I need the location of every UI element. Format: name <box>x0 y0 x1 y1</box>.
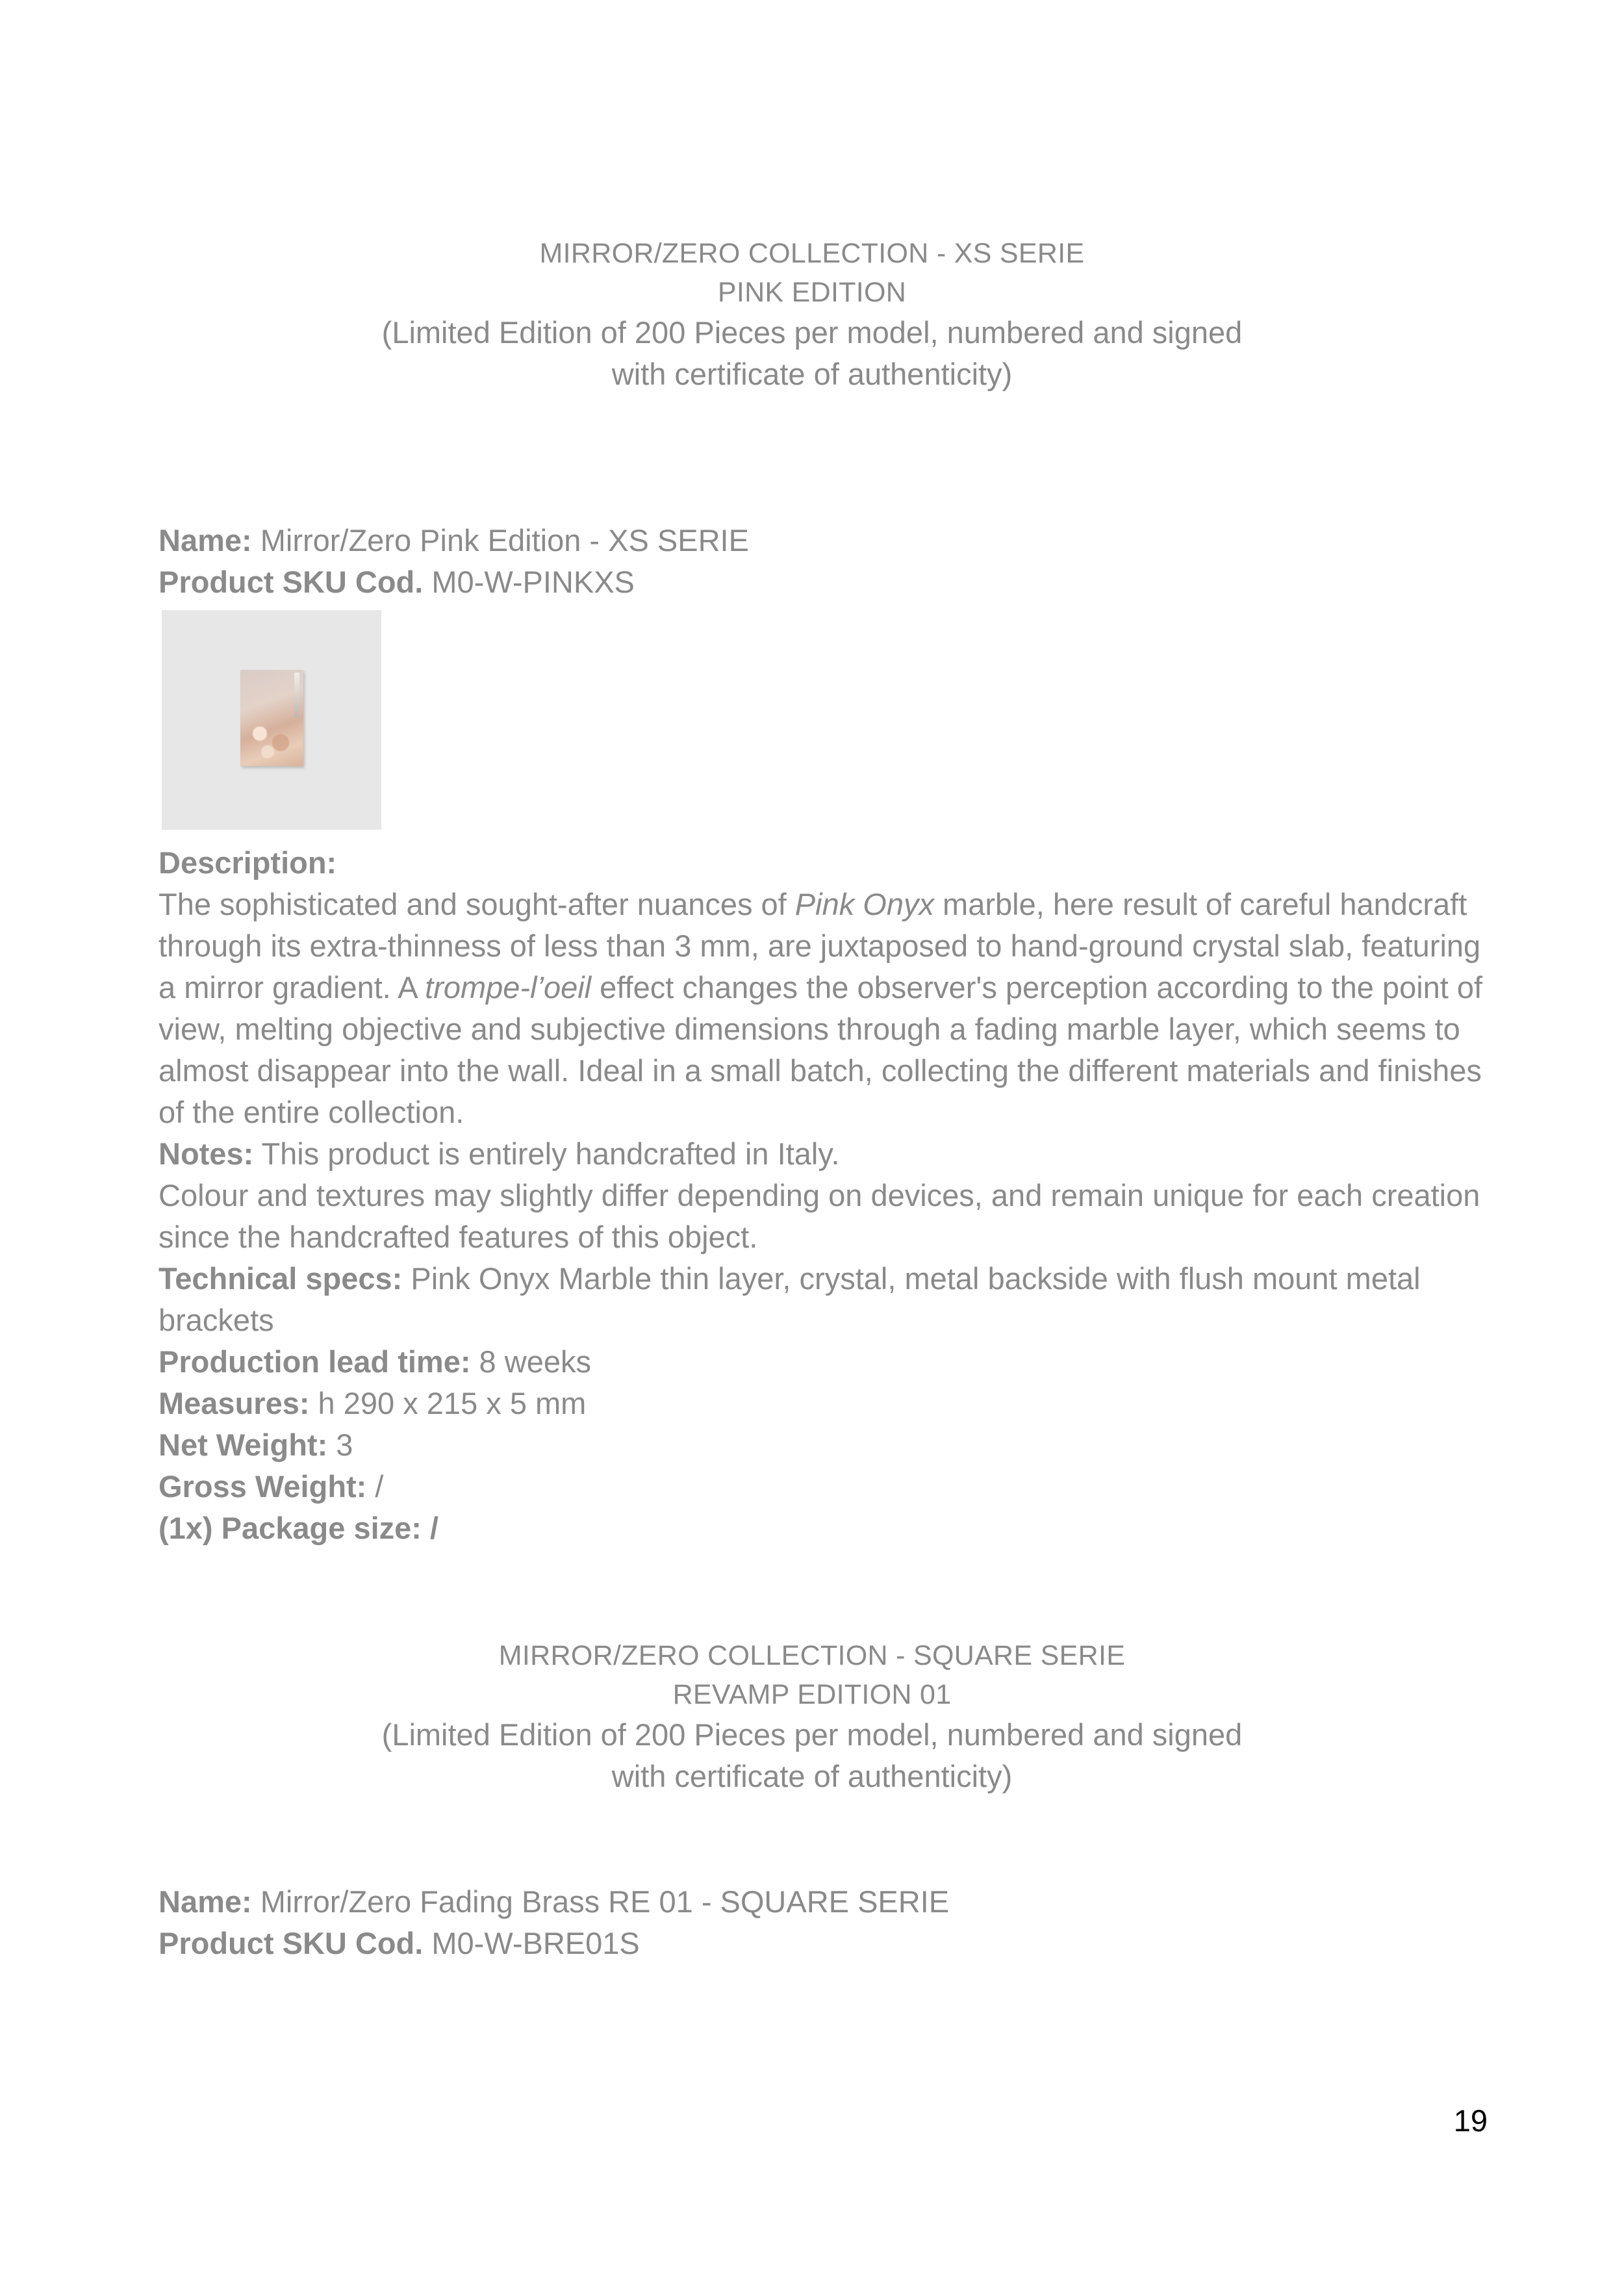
section1-name-label: Name: <box>159 523 252 558</box>
description-label-line <box>159 842 1484 884</box>
section2-sku-label: Product SKU Cod. <box>159 1926 424 1960</box>
notes-line <box>159 1133 1484 1175</box>
measures-value: h 290 x 215 x 5 mm <box>309 1386 587 1420</box>
section2-edition-title: REVAMP EDITION 01 <box>672 1679 952 1710</box>
product-image <box>162 610 381 830</box>
description-italic-trompe-loeil: trompe-l’oeil <box>425 970 592 1005</box>
description-part2: marble, here result of careful handcraft through its extra-thinness of less than 3 mm, are juxtaposed to hand-ground crystal slab, featuring a mirror gradient. A <box>159 887 1481 1005</box>
section2-header <box>162 1636 1462 1797</box>
net-weight-line <box>159 1424 1484 1466</box>
page-number: 19 <box>1453 2103 1488 2138</box>
description-part1: The sophisticated and sought-after nuances of <box>159 887 795 921</box>
specs-value: Pink Onyx Marble thin layer, crystal, metal backside with flush mount metal brackets <box>159 1261 1421 1337</box>
section1-header <box>162 234 1462 395</box>
section2-name-value: Mirror/Zero Fading Brass RE 01 - SQUARE SERIE <box>251 1884 950 1919</box>
section1-collection-title: MIRROR/ZERO COLLECTION - XS SERIE <box>539 238 1085 269</box>
section2-limited-line2: with certificate of authenticity) <box>611 1759 1013 1793</box>
section1-limited-line2: with certificate of authenticity) <box>611 357 1013 391</box>
section2-limited-line1: (Limited Edition of 200 Pieces per model, numbered and signed <box>381 1717 1243 1752</box>
marble-veins <box>244 715 296 761</box>
section1-name-line <box>159 520 1484 561</box>
section2-name-label: Name: <box>159 1884 252 1919</box>
measures-line <box>159 1383 1484 1424</box>
description-part3: effect changes the observer's perception according to the point of view, melting objective and subjective dimensions through a fading marble layer, which seems to almost disappear into the wall. Ideal in a small batch, collecting the different materials and finishes of the entire collection. <box>159 970 1483 1129</box>
gross-weight-value: / <box>366 1469 384 1504</box>
measures-label: Measures: <box>159 1386 310 1420</box>
section1-name-sku <box>159 520 1484 603</box>
package-size-line <box>159 1507 1484 1549</box>
notes-extra: Colour and textures may slightly differ depending on devices, and remain unique for each creation since the handcrafted features of this object. <box>159 1178 1480 1254</box>
section1-edition-title: PINK EDITION <box>717 277 907 308</box>
pink-onyx-mirror-panel <box>240 670 303 766</box>
description-italic-pink-onyx: Pink Onyx <box>794 887 934 921</box>
section2-name-sku <box>159 1881 1484 1964</box>
notes-label: Notes: <box>159 1136 254 1171</box>
specs-label: Technical specs: <box>159 1261 403 1296</box>
specs-line <box>159 1258 1484 1341</box>
lead-time-label: Production lead time: <box>159 1344 471 1379</box>
gross-weight-line <box>159 1466 1484 1507</box>
section2-sku-line <box>159 1923 1484 1964</box>
section2-collection-title: MIRROR/ZERO COLLECTION - SQUARE SERIE <box>498 1640 1126 1671</box>
description-label: Description: <box>159 845 337 880</box>
description-text <box>159 884 1484 1133</box>
mirror-reflection-streak <box>294 673 299 718</box>
lead-time-line <box>159 1341 1484 1383</box>
package-size-label: (1x) Package size: / <box>159 1511 439 1545</box>
gross-weight-label: Gross Weight: <box>159 1469 367 1504</box>
section1-sku-line <box>159 561 1484 603</box>
section1-limited-line1: (Limited Edition of 200 Pieces per model, numbered and signed <box>381 315 1243 350</box>
lead-time-value: 8 weeks <box>470 1344 591 1379</box>
section1-details <box>159 842 1484 1549</box>
section1-name-value: Mirror/Zero Pink Edition - XS SERIE <box>251 523 749 558</box>
net-weight-label: Net Weight: <box>159 1428 328 1462</box>
net-weight-value: 3 <box>327 1428 353 1462</box>
section2-name-line <box>159 1881 1484 1923</box>
notes-value: This product is entirely handcrafted in Italy. <box>253 1136 840 1171</box>
section1-sku-label: Product SKU Cod. <box>159 565 424 599</box>
section2-sku-value: M0-W-BRE01S <box>423 1926 640 1960</box>
section1-sku-value: M0-W-PINKXS <box>423 565 635 599</box>
